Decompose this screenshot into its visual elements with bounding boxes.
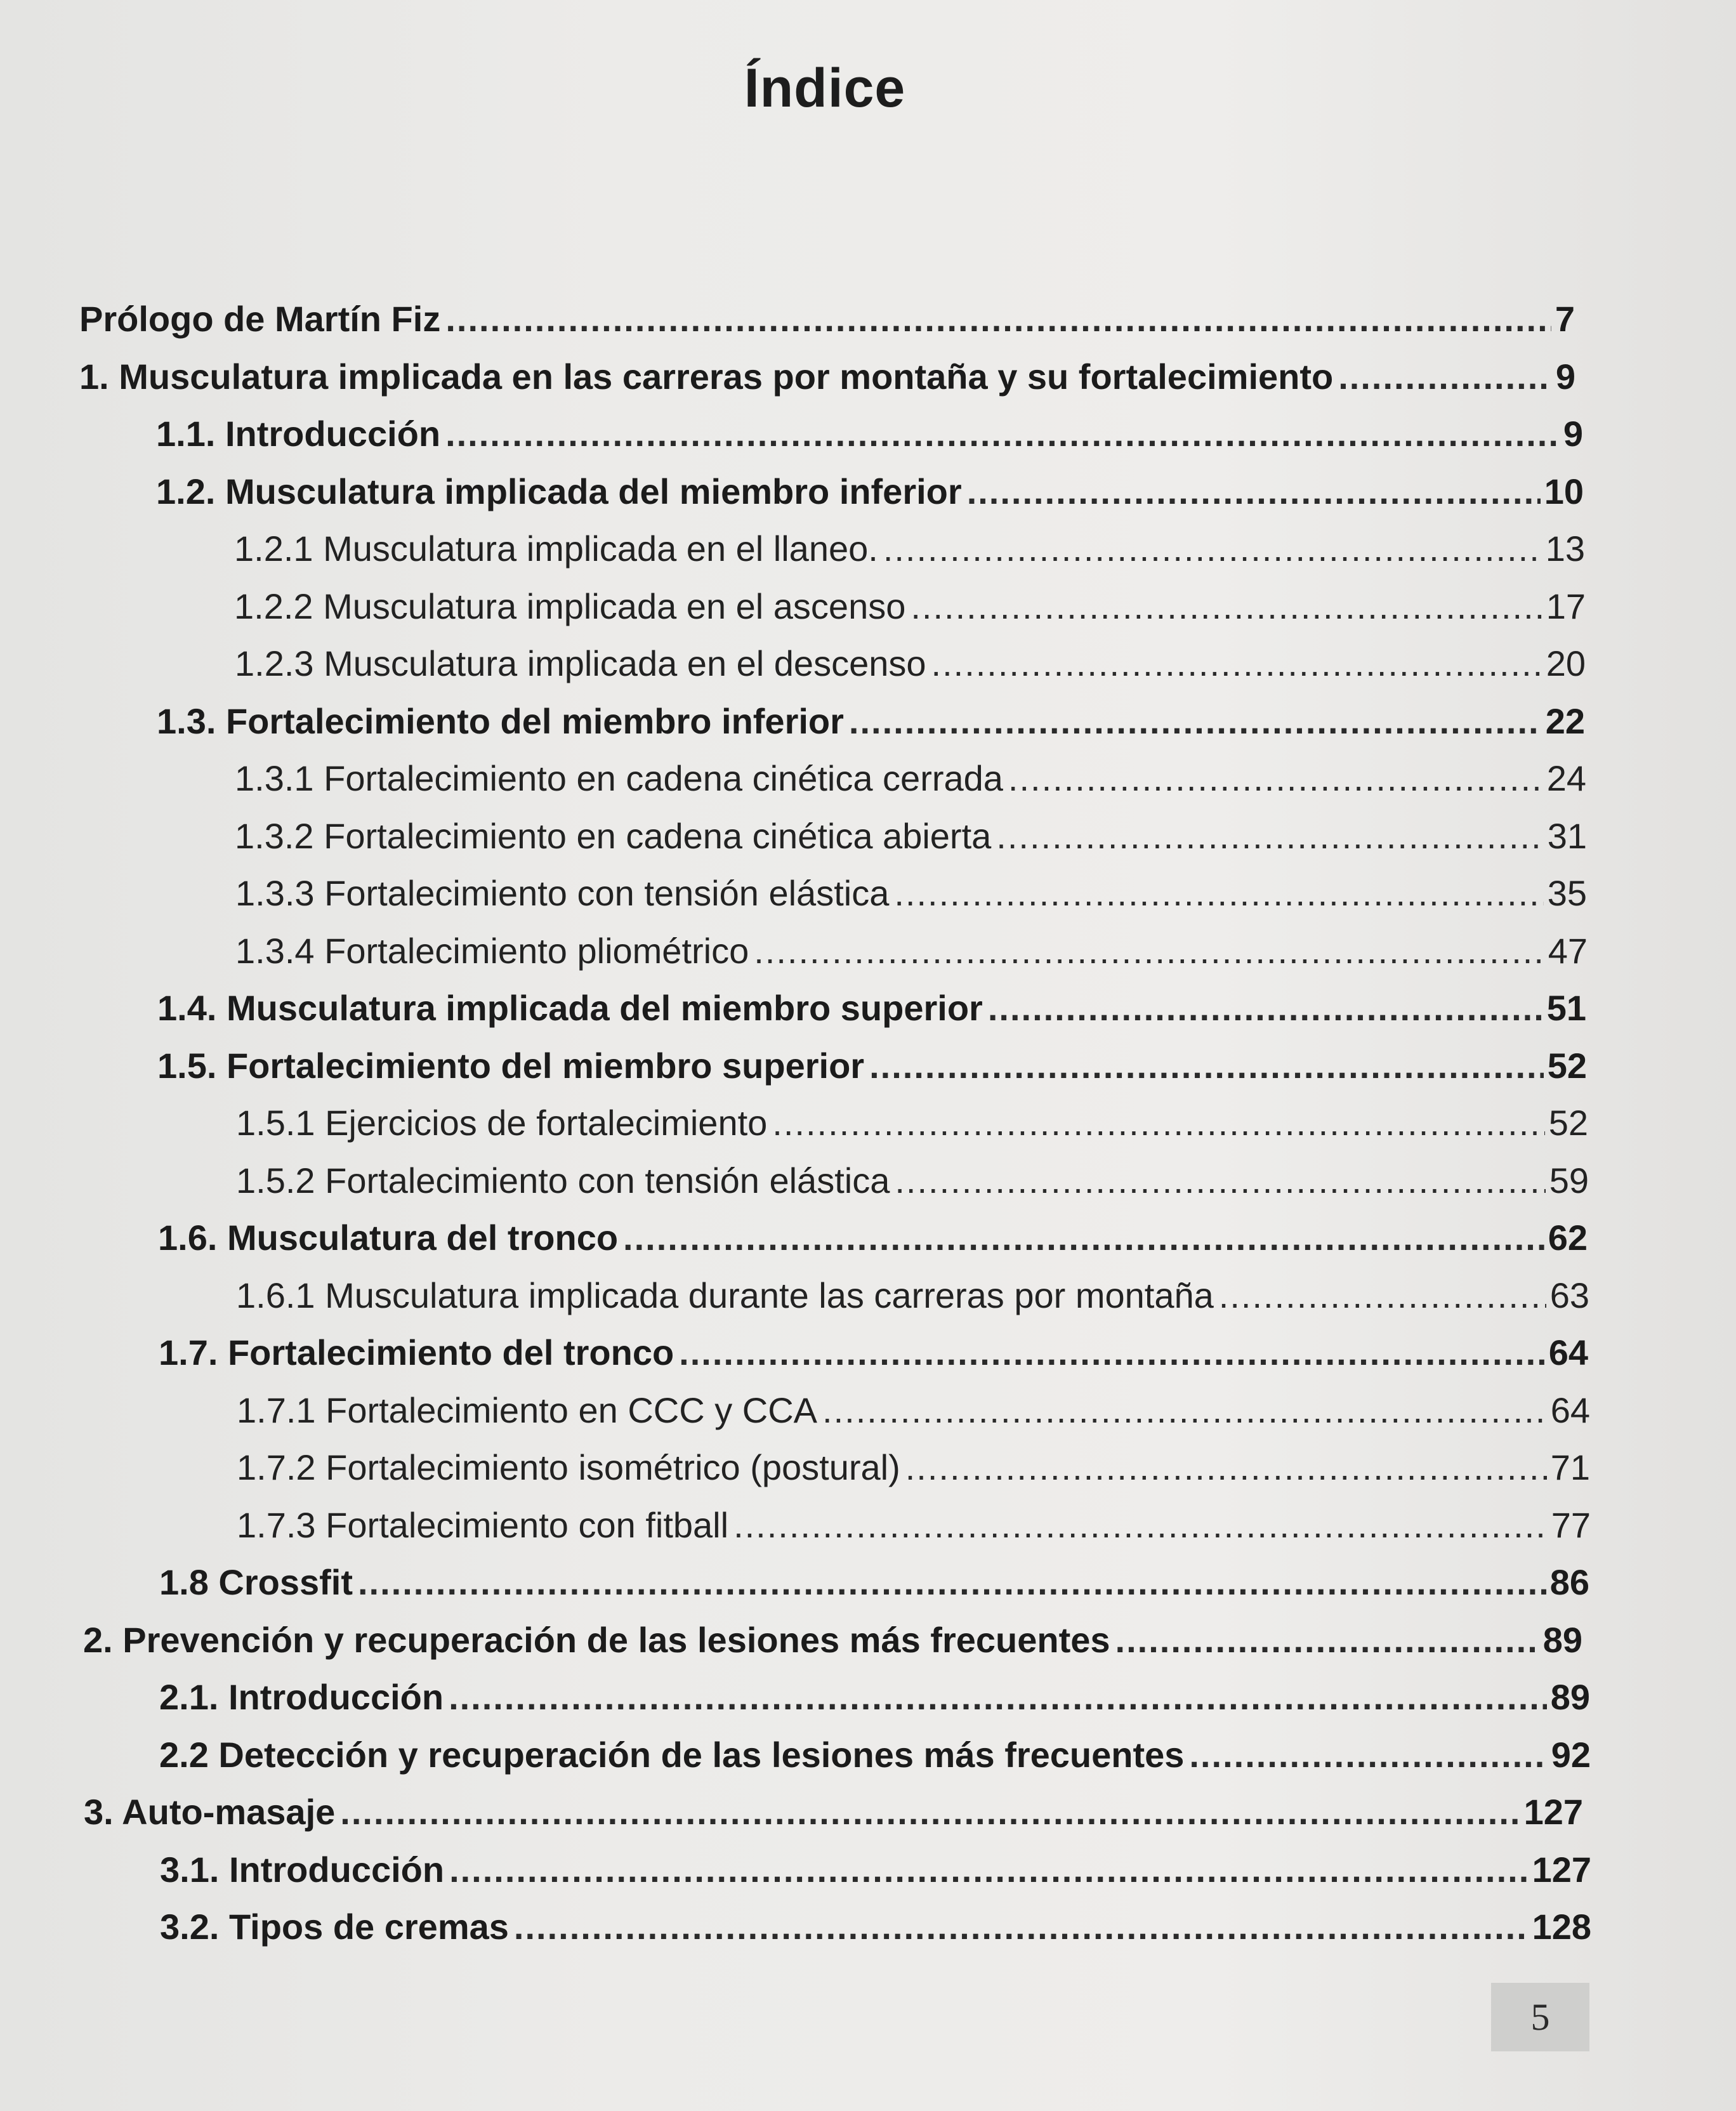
toc-entry-page: 64 (1548, 1332, 1588, 1372)
toc-entry-page: 13 (1545, 529, 1585, 569)
toc-entry-page: 127 (1532, 1850, 1591, 1890)
page-number: 5 (1491, 1983, 1589, 2051)
toc-leader-dots (996, 815, 1543, 857)
toc-entry-page: 128 (1532, 1907, 1591, 1947)
toc-leader-dots (894, 872, 1543, 914)
toc-entry (157, 1045, 1587, 1096)
toc-entry (235, 930, 1588, 981)
toc-entry-label: 1.2.3 Musculatura implicada en el descenso (235, 643, 926, 683)
toc-entry-label: 1.8 Crossfit (159, 1562, 353, 1602)
toc-leader-dots (988, 987, 1543, 1029)
toc-entry (236, 1102, 1588, 1153)
toc-entry-label: Prólogo de Martín Fiz (79, 299, 441, 339)
toc-entry (79, 356, 1575, 407)
toc-entry-label: 3.2. Tipos de cremas (160, 1907, 509, 1947)
toc-entry-label: 1.6. Musculatura del tronco (158, 1218, 619, 1258)
toc-entry-page: 52 (1548, 1103, 1588, 1143)
toc-entry (159, 1562, 1589, 1612)
toc-entry (235, 815, 1587, 866)
toc-entry-label: 1.7.2 Fortalecimiento isométrico (postural) (237, 1447, 900, 1487)
toc-leader-dots (449, 1676, 1547, 1718)
toc-entry (237, 1447, 1590, 1497)
toc-leader-dots (911, 586, 1542, 627)
toc-entry-page: 24 (1546, 758, 1586, 798)
toc-entry-page: 127 (1523, 1792, 1583, 1832)
toc-entry-page: 51 (1546, 988, 1586, 1028)
toc-entry-label: 1.3. Fortalecimiento del miembro inferior (157, 701, 844, 741)
toc-leader-dots (1115, 1619, 1539, 1661)
toc-entry-page: 9 (1555, 357, 1575, 397)
toc-leader-dots (822, 1390, 1547, 1431)
toc-entry-label: 1.7.3 Fortalecimiento con fitball (237, 1505, 729, 1545)
toc-entry-page: 92 (1551, 1735, 1591, 1775)
toc-entry (160, 1906, 1591, 1957)
toc-entry-page: 71 (1550, 1447, 1590, 1487)
toc-entry-label: 1.2. Musculatura implicada del miembro inferior (156, 471, 962, 511)
toc-entry-label: 1.2.1 Musculatura implicada en el llaneo. (234, 529, 878, 569)
toc-leader-dots (905, 1447, 1547, 1488)
toc-leader-dots (733, 1504, 1548, 1546)
toc-entry (157, 700, 1585, 751)
toc-entry-page: 59 (1549, 1161, 1589, 1200)
toc-entry (159, 1734, 1591, 1785)
toc-entry-label: 3.1. Introducción (160, 1850, 445, 1890)
toc-entry (236, 1275, 1589, 1325)
toc-leader-dots (772, 1102, 1544, 1143)
toc-entry-label: 1.7.1 Fortalecimiento en CCC y CCA (237, 1390, 818, 1430)
toc-leader-dots (883, 528, 1542, 569)
toc-entry-label: 2. Prevención y recuperación de las lesiones más frecuentes (83, 1620, 1110, 1660)
toc-entry (234, 528, 1585, 579)
toc-entry-label: 3. Auto-masaje (84, 1792, 336, 1832)
toc-leader-dots (967, 471, 1541, 512)
toc-entry-label: 1.5.2 Fortalecimiento con tensión elástica (236, 1161, 890, 1200)
toc-entry (158, 1217, 1588, 1268)
toc-entry-page: 62 (1548, 1218, 1588, 1258)
toc-entry-page: 64 (1550, 1390, 1590, 1430)
toc-entry-label: 1.5.1 Ejercicios de fortalecimiento (236, 1103, 768, 1143)
toc-entry-label: 1.3.4 Fortalecimiento pliométrico (235, 931, 749, 971)
toc-entry-label: 1.3.1 Fortalecimiento en cadena cinética cerrada (235, 758, 1003, 798)
toc-entry (156, 413, 1583, 464)
toc-leader-dots (1008, 758, 1543, 799)
toc-leader-dots (754, 930, 1544, 971)
toc-entry-page: 17 (1546, 586, 1586, 626)
toc-entry-label: 1.2.2 Musculatura implicada en el ascenso (234, 586, 906, 626)
toc-leader-dots (1219, 1275, 1546, 1316)
toc-entry (234, 586, 1586, 636)
toc-entry-page: 10 (1544, 471, 1584, 511)
toc-entry-label: 2.2 Detección y recuperación de las lesiones más frecuentes (159, 1735, 1185, 1775)
toc-entry-page: 89 (1542, 1620, 1582, 1660)
toc-entry (237, 1390, 1590, 1440)
toc-leader-dots (445, 298, 1551, 339)
toc-entry-label: 1.3.2 Fortalecimiento en cadena cinética abierta (235, 816, 992, 856)
toc-entry (236, 1160, 1589, 1211)
toc-entry-page: 89 (1550, 1677, 1590, 1717)
toc-entry-page: 31 (1547, 816, 1587, 856)
toc-leader-dots (445, 413, 1560, 454)
toc-entry (84, 1791, 1583, 1842)
toc-entry-page: 7 (1555, 299, 1575, 339)
toc-leader-dots (514, 1906, 1529, 1947)
toc-entry-page: 52 (1547, 1046, 1587, 1086)
toc-entry (237, 1504, 1591, 1555)
toc-leader-dots (895, 1160, 1545, 1201)
toc-entry (159, 1332, 1588, 1383)
toc-entry-page: 35 (1547, 873, 1587, 913)
toc-entry-label: 1.5. Fortalecimiento del miembro superior (157, 1046, 865, 1086)
toc-entry-page: 9 (1563, 414, 1583, 454)
toc-leader-dots (869, 1045, 1544, 1086)
toc-entry-label: 1.6.1 Musculatura implicada durante las carreras por montaña (236, 1275, 1214, 1315)
page-title: Índice (744, 58, 906, 119)
toc-entry-page: 63 (1549, 1275, 1589, 1315)
toc-entry-page: 77 (1551, 1505, 1591, 1545)
toc-leader-dots (623, 1217, 1544, 1258)
toc-entry-page: 20 (1546, 643, 1586, 683)
toc-entry-label: 1.1. Introducción (156, 414, 441, 454)
toc-leader-dots (449, 1849, 1529, 1890)
toc-entry (235, 758, 1586, 808)
toc-entry-page: 22 (1545, 701, 1585, 741)
toc-entry-label: 2.1. Introducción (159, 1677, 444, 1717)
toc-entry (156, 471, 1584, 522)
toc-entry (160, 1849, 1591, 1900)
toc-entry (235, 872, 1587, 923)
toc-entry-label: 1.4. Musculatura implicada del miembro superior (157, 988, 983, 1028)
toc-entry (235, 643, 1586, 694)
toc-entry-label: 1. Musculatura implicada en las carreras por montaña y su fortalecimiento (79, 357, 1334, 397)
toc-leader-dots (358, 1562, 1546, 1603)
toc-entry-label: 1.7. Fortalecimiento del tronco (159, 1332, 674, 1372)
toc-entry (83, 1619, 1582, 1670)
toc-entry (157, 987, 1586, 1038)
toc-leader-dots (340, 1791, 1520, 1832)
toc-leader-dots (679, 1332, 1545, 1373)
toc-entry-page: 47 (1548, 931, 1588, 971)
toc-entry (159, 1676, 1590, 1727)
toc-leader-dots (849, 700, 1542, 742)
toc-leader-dots (1189, 1734, 1547, 1775)
toc-leader-dots (931, 643, 1542, 684)
toc-leader-dots (1338, 356, 1552, 397)
toc-entry-label: 1.3.3 Fortalecimiento con tensión elástica (235, 873, 890, 913)
toc-entry (79, 298, 1575, 349)
toc-entry-page: 86 (1549, 1562, 1589, 1602)
